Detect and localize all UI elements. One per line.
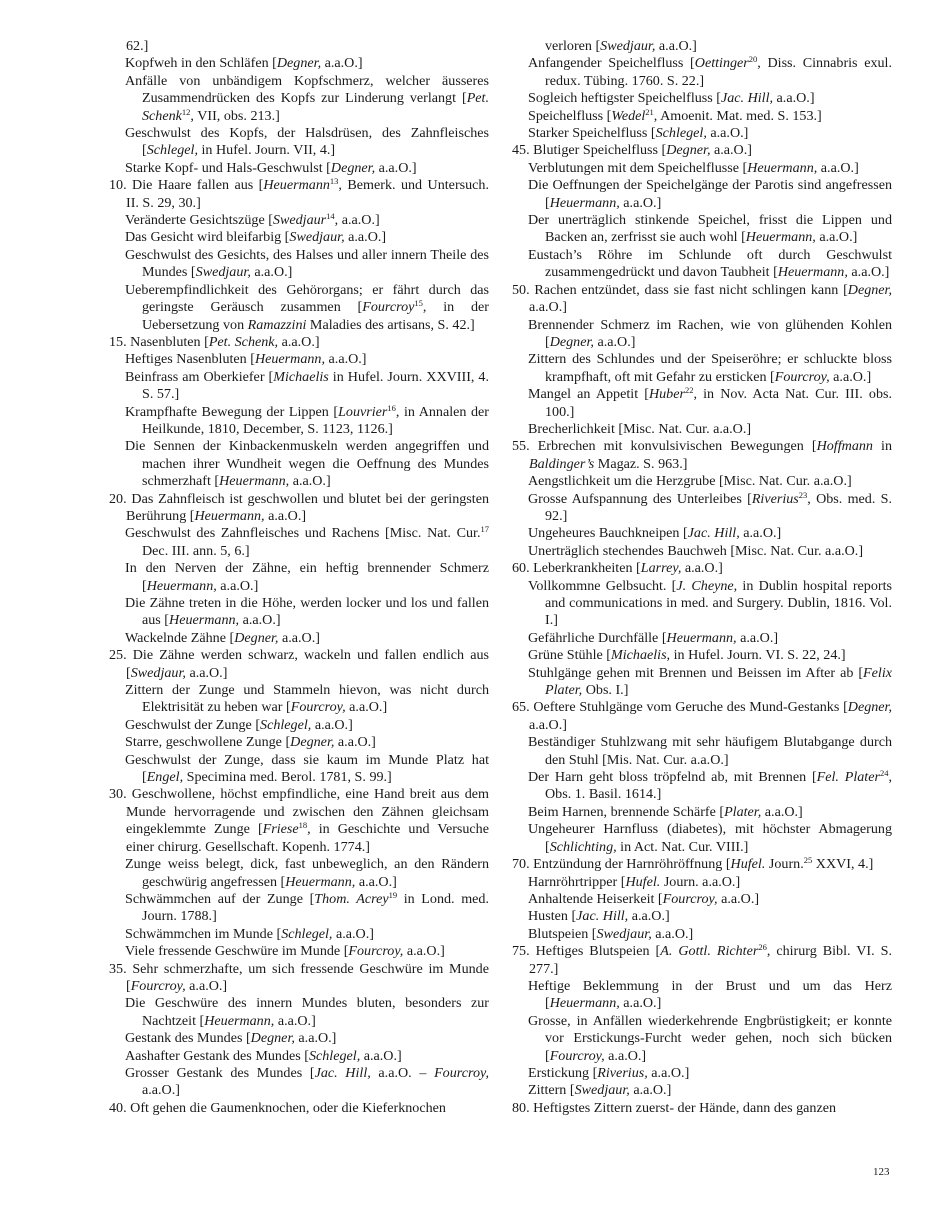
symptom-entry: Anfälle von unbändigem Kopfschmerz, welcher äusseres Zusammendrücken des Kopfs zur Linderung verlangt [Pet. Schenk$^{12}$, VII, obs. 213.]: [125, 72, 489, 124]
symptom-entry: Gefährliche Durchfälle [Heuermann, a.a.O.]: [528, 629, 779, 646]
symptom-entry: Zittern [Swedjaur, a.a.O.]: [528, 1082, 672, 1099]
symptom-entry: Verblutungen mit dem Speichelflusse [Heuermann, a.a.O.]: [528, 159, 859, 176]
symptom-entry: Heftige Beklemmung in der Brust und um das Herz [Heuermann, a.a.O.]: [528, 977, 892, 1012]
numbered-entry: 20. Das Zahnfleisch ist geschwollen und blutet bei der geringsten Berührung [Heuermann, a.a.O.]: [109, 490, 489, 524]
symptom-entry: Aashafter Gestank des Mundes [Schlegel, a.a.O.]: [125, 1047, 402, 1064]
symptom-entry: Brecherlichkeit [Misc. Nat. Cur. a.a.O.]: [528, 420, 752, 437]
symptom-entry: Geschwulst des Zahnfleisches und Rachens [Misc. Nat. Cur.$^{17}$ Dec. III. ann. 5, 6.]: [125, 524, 489, 559]
symptom-entry: Harnröhrtripper [Hufel. Journ. a.a.O.]: [528, 873, 741, 890]
symptom-entry: Aengstlichkeit um die Herzgrube [Misc. Nat. Cur. a.a.O.]: [528, 473, 852, 490]
symptom-entry: Erstickung [Riverius, a.a.O.]: [528, 1064, 690, 1081]
symptom-entry: Grosse Aufspannung des Unterleibes [Riverius$^{23}$, Obs. med. S. 92.]: [528, 489, 893, 524]
symptom-entry: Ungeheures Bauchkneipen [Jac. Hill, a.a.O.]: [528, 525, 782, 542]
numbered-entry: 40. Oft gehen die Gaumenknochen, oder die Kieferknochen: [109, 1099, 446, 1116]
symptom-entry: Grosse, in Anfällen wiederkehrende Engbrüstigkeit; er konnte vor Erstickungs-Furcht weder gehen, noch sich bücken [Fourcroy, a.a.O.]: [528, 1012, 892, 1064]
symptom-entry: Zittern der Zunge und Stammeln hievon, was nicht durch Elektrisität zu heben war [Fourcroy, a.a.O.]: [125, 682, 489, 716]
symptom-entry: Gestank des Mundes [Degner, a.a.O.]: [125, 1030, 337, 1047]
symptom-entry: Schwämmchen im Munde [Schlegel, a.a.O.]: [125, 925, 374, 942]
symptom-entry: Wackelnde Zähne [Degner, a.a.O.]: [125, 629, 320, 646]
symptom-entry: Ungeheurer Harnfluss (diabetes), mit höchster Abmagerung [Schlichting, in Act. Nat. Cur. VIII.]: [528, 821, 892, 855]
symptom-entry: Speichelfluss [Wedel$^{21}$, Amoenit. Mat. med. S. 153.]: [528, 106, 822, 124]
symptom-entry: Mangel an Appetit [Huber$^{22}$, in Nov. Acta Nat. Cur. III. obs. 100.]: [528, 385, 892, 420]
symptom-entry: verloren [Swedjaur, a.a.O.]: [545, 38, 697, 54]
symptom-entry: Kopfweh in den Schläfen [Degner, a.a.O.]: [125, 55, 363, 72]
symptom-entry: Beinfrass am Oberkiefer [Michaelis in Hufel. Journ. XXVIII, 4. S. 57.]: [125, 368, 489, 403]
symptom-entry: Stuhlgänge gehen mit Brennen und Beissen im After ab [Felix Plater, Obs. I.]: [528, 664, 892, 699]
symptom-entry: Geschwulst des Kopfs, der Halsdrüsen, des Zahnfleisches [Schlegel, in Hufel. Journ. VII, 4.]: [125, 125, 489, 159]
symptom-entry: Husten [Jac. Hill, a.a.O.]: [528, 908, 670, 925]
symptom-entry: Blutspeien [Swedjaur, a.a.O.]: [528, 925, 694, 942]
symptom-entry: Krampfhafte Bewegung der Lippen [Louvrier$^{16}$, in Annalen der Heilkunde, 1810, December, S. 1123, 1126.]: [125, 402, 489, 437]
numbered-entry: 80. Heftigstes Zittern zuerst- der Hände, dann des ganzen: [512, 1099, 837, 1116]
symptom-entry: Beständiger Stuhlzwang mit sehr häufigem Blutabgange durch den Stuhl [Mis. Nat. Cur. a.a.O.]: [528, 734, 892, 768]
symptom-entry: Das Gesicht wird bleifarbig [Swedjaur, a.a.O.]: [125, 229, 387, 246]
symptom-entry: Die Geschwüre des innern Mundes bluten, besonders zur Nachtzeit [Heuermann, a.a.O.]: [125, 995, 489, 1029]
page-number: 123: [873, 1166, 890, 1178]
symptom-entry: Sogleich heftigster Speichelfluss [Jac. Hill, a.a.O.]: [528, 90, 815, 107]
symptom-entry: Veränderte Gesichtszüge [Swedjaur$^{14}$, a.a.O.]: [125, 211, 380, 229]
numbered-entry: 10. Die Haare fallen aus [Heuermann$^{13}$, Bemerk. und Untersuch. II. S. 29, 30.]: [109, 176, 489, 211]
symptom-entry: Grosser Gestank des Mundes [Jac. Hill, a.a.O. – Fourcroy, a.a.O.]: [125, 1064, 489, 1099]
symptom-entry: Zittern des Schlundes und der Speiseröhre; er schluckte bloss krampfhaft, oft mit Gefahr zu ersticken [Fourcroy, a.a.O.]: [528, 351, 892, 385]
numbered-entry: 75. Heftiges Blutspeien [A. Gottl. Richter$^{26}$, chirurg Bibl. VI. S. 277.]: [512, 942, 892, 977]
numbered-entry: 60. Leberkrankheiten [Larrey, a.a.O.]: [512, 560, 723, 577]
symptom-entry: Unerträglich stechendes Bauchweh [Misc. Nat. Cur. a.a.O.]: [528, 542, 864, 559]
symptom-entry: Geschwulst der Zunge [Schlegel, a.a.O.]: [125, 716, 353, 733]
numbered-entry: 15. Nasenbluten [Pet. Schenk, a.a.O.]: [109, 333, 320, 350]
symptom-entry: Die Zähne treten in die Höhe, werden locker und los und fallen aus [Heuermann, a.a.O.]: [125, 595, 489, 629]
symptom-entry: Ueberempfindlichkeit des Gehörorgans; er fährt durch das geringste Geräusch zusammen [Fourcroy$^{15}$, in der Uebersetzung von Ramazzini Maladies des artisans, S. 42.]: [125, 281, 489, 333]
numbered-entry: 50. Rachen entzündet, dass sie fast nicht schlingen kann [Degner, a.a.O.]: [512, 281, 892, 316]
symptom-entry: In den Nerven der Zähne, ein heftig brennender Schmerz [Heuermann, a.a.O.]: [125, 560, 489, 594]
numbered-entry: 25. Die Zähne werden schwarz, wackeln und fallen endlich aus [Swedjaur, a.a.O.]: [109, 647, 489, 681]
symptom-entry: Eustach’s Röhre im Schlunde oft durch Geschwulst zusammengedrückt und davon Taubheit [Heuermann, a.a.O.]: [528, 246, 892, 281]
symptom-entry: Heftiges Nasenbluten [Heuermann, a.a.O.]: [125, 351, 367, 368]
symptom-entry: Die Oeffnungen der Speichelgänge der Parotis sind angefressen [Heuermann, a.a.O.]: [528, 177, 892, 211]
left-column: [109, 38, 489, 1117]
symptom-entry: 62.]: [126, 38, 149, 54]
symptom-entry: Der Harn geht bloss tröpfelnd ab, mit Brennen [Fel. Plater$^{24}$, Obs. 1. Basil. 1614.]: [528, 768, 892, 803]
numbered-entry: 65. Oeftere Stuhlgänge vom Geruche des Mund-Gestanks [Degner, a.a.O.]: [512, 699, 892, 733]
numbered-entry: 55. Erbrechen mit konvulsivischen Bewegungen [Hoffmann in Baldinger’s Magaz. S. 963.]: [512, 438, 892, 472]
symptom-entry: Geschwulst des Gesichts, des Halses und aller innern Theile des Mundes [Swedjaur, a.a.O.]: [125, 246, 489, 281]
symptom-entry: Schwämmchen auf der Zunge [Thom. Acrey$^{19}$ in Lond. med. Journ. 1788.]: [125, 889, 489, 925]
symptom-entry: Starke Kopf- und Hals-Geschwulst [Degner, a.a.O.]: [125, 159, 417, 176]
symptom-entry: Die Sennen der Kinbackenmuskeln werden angegriffen und machen ihrer Wundheit wegen die Oeffnung des Mundes schmerzhaft [Heuermann, a.a.O.]: [125, 438, 489, 490]
symptom-entry: Anfangender Speichelfluss [Oettinger$^{20}$, Diss. Cinnabris exul. redux. Tübing. 1760. S. 22.]: [528, 54, 892, 89]
numbered-entry: 35. Sehr schmerzhafte, um sich fressende Geschwüre im Munde [Fourcroy, a.a.O.]: [109, 960, 489, 994]
symptom-entry: Viele fressende Geschwüre im Munde [Fourcroy, a.a.O.]: [125, 943, 445, 960]
right-column: [512, 38, 892, 1117]
symptom-entry: Starre, geschwollene Zunge [Degner, a.a.O.]: [125, 734, 376, 751]
numbered-entry: 30. Geschwollene, höchst empfindliche, eine Hand breit aus dem Munde hervorragende und zwischen den Zähnen gleichsam eingeklemmte Zunge [Friese$^{18}$, in Geschichte und Versuche einer chirurg. Gesellschaft. Kopenh. 1774.]: [109, 786, 489, 855]
symptom-entry: Der unerträglich stinkende Speichel, frisst die Lippen und Backen an, zerfrisst sie auch wohl [Heuermann, a.a.O.]: [528, 212, 892, 246]
symptom-entry: Brennender Schmerz im Rachen, wie von glühenden Kohlen [Degner, a.a.O.]: [528, 316, 892, 350]
symptom-entry: Anhaltende Heiserkeit [Fourcroy, a.a.O.]: [528, 890, 760, 907]
symptom-entry: Geschwulst der Zunge, dass sie kaum im Munde Platz hat [Engel, Specimina med. Berol. 1781, S. 99.]: [125, 751, 489, 786]
symptom-entry: Beim Harnen, brennende Schärfe [Plater, a.a.O.]: [528, 803, 803, 820]
symptom-entry: Vollkommne Gelbsucht. [J. Cheyne, in Dublin hospital reports and communications in med. and Surgery. Dublin, 1816. Vol. I.]: [528, 577, 892, 629]
symptom-entry: Grüne Stühle [Michaelis, in Hufel. Journ. VI. S. 22, 24.]: [528, 647, 846, 664]
symptom-entry: Starker Speichelfluss [Schlegel, a.a.O.]: [528, 125, 749, 142]
symptom-entry: Zunge weiss belegt, dick, fast unbeweglich, an den Rändern geschwürig angefressen [Heuermann, a.a.O.]: [125, 856, 489, 890]
numbered-entry: 45. Blutiger Speichelfluss [Degner, a.a.O.]: [512, 142, 752, 159]
numbered-entry: 70. Entzündung der Harnröhröffnung [Hufel. Journ.$^{25}$ XXVI, 4.]: [512, 855, 874, 873]
